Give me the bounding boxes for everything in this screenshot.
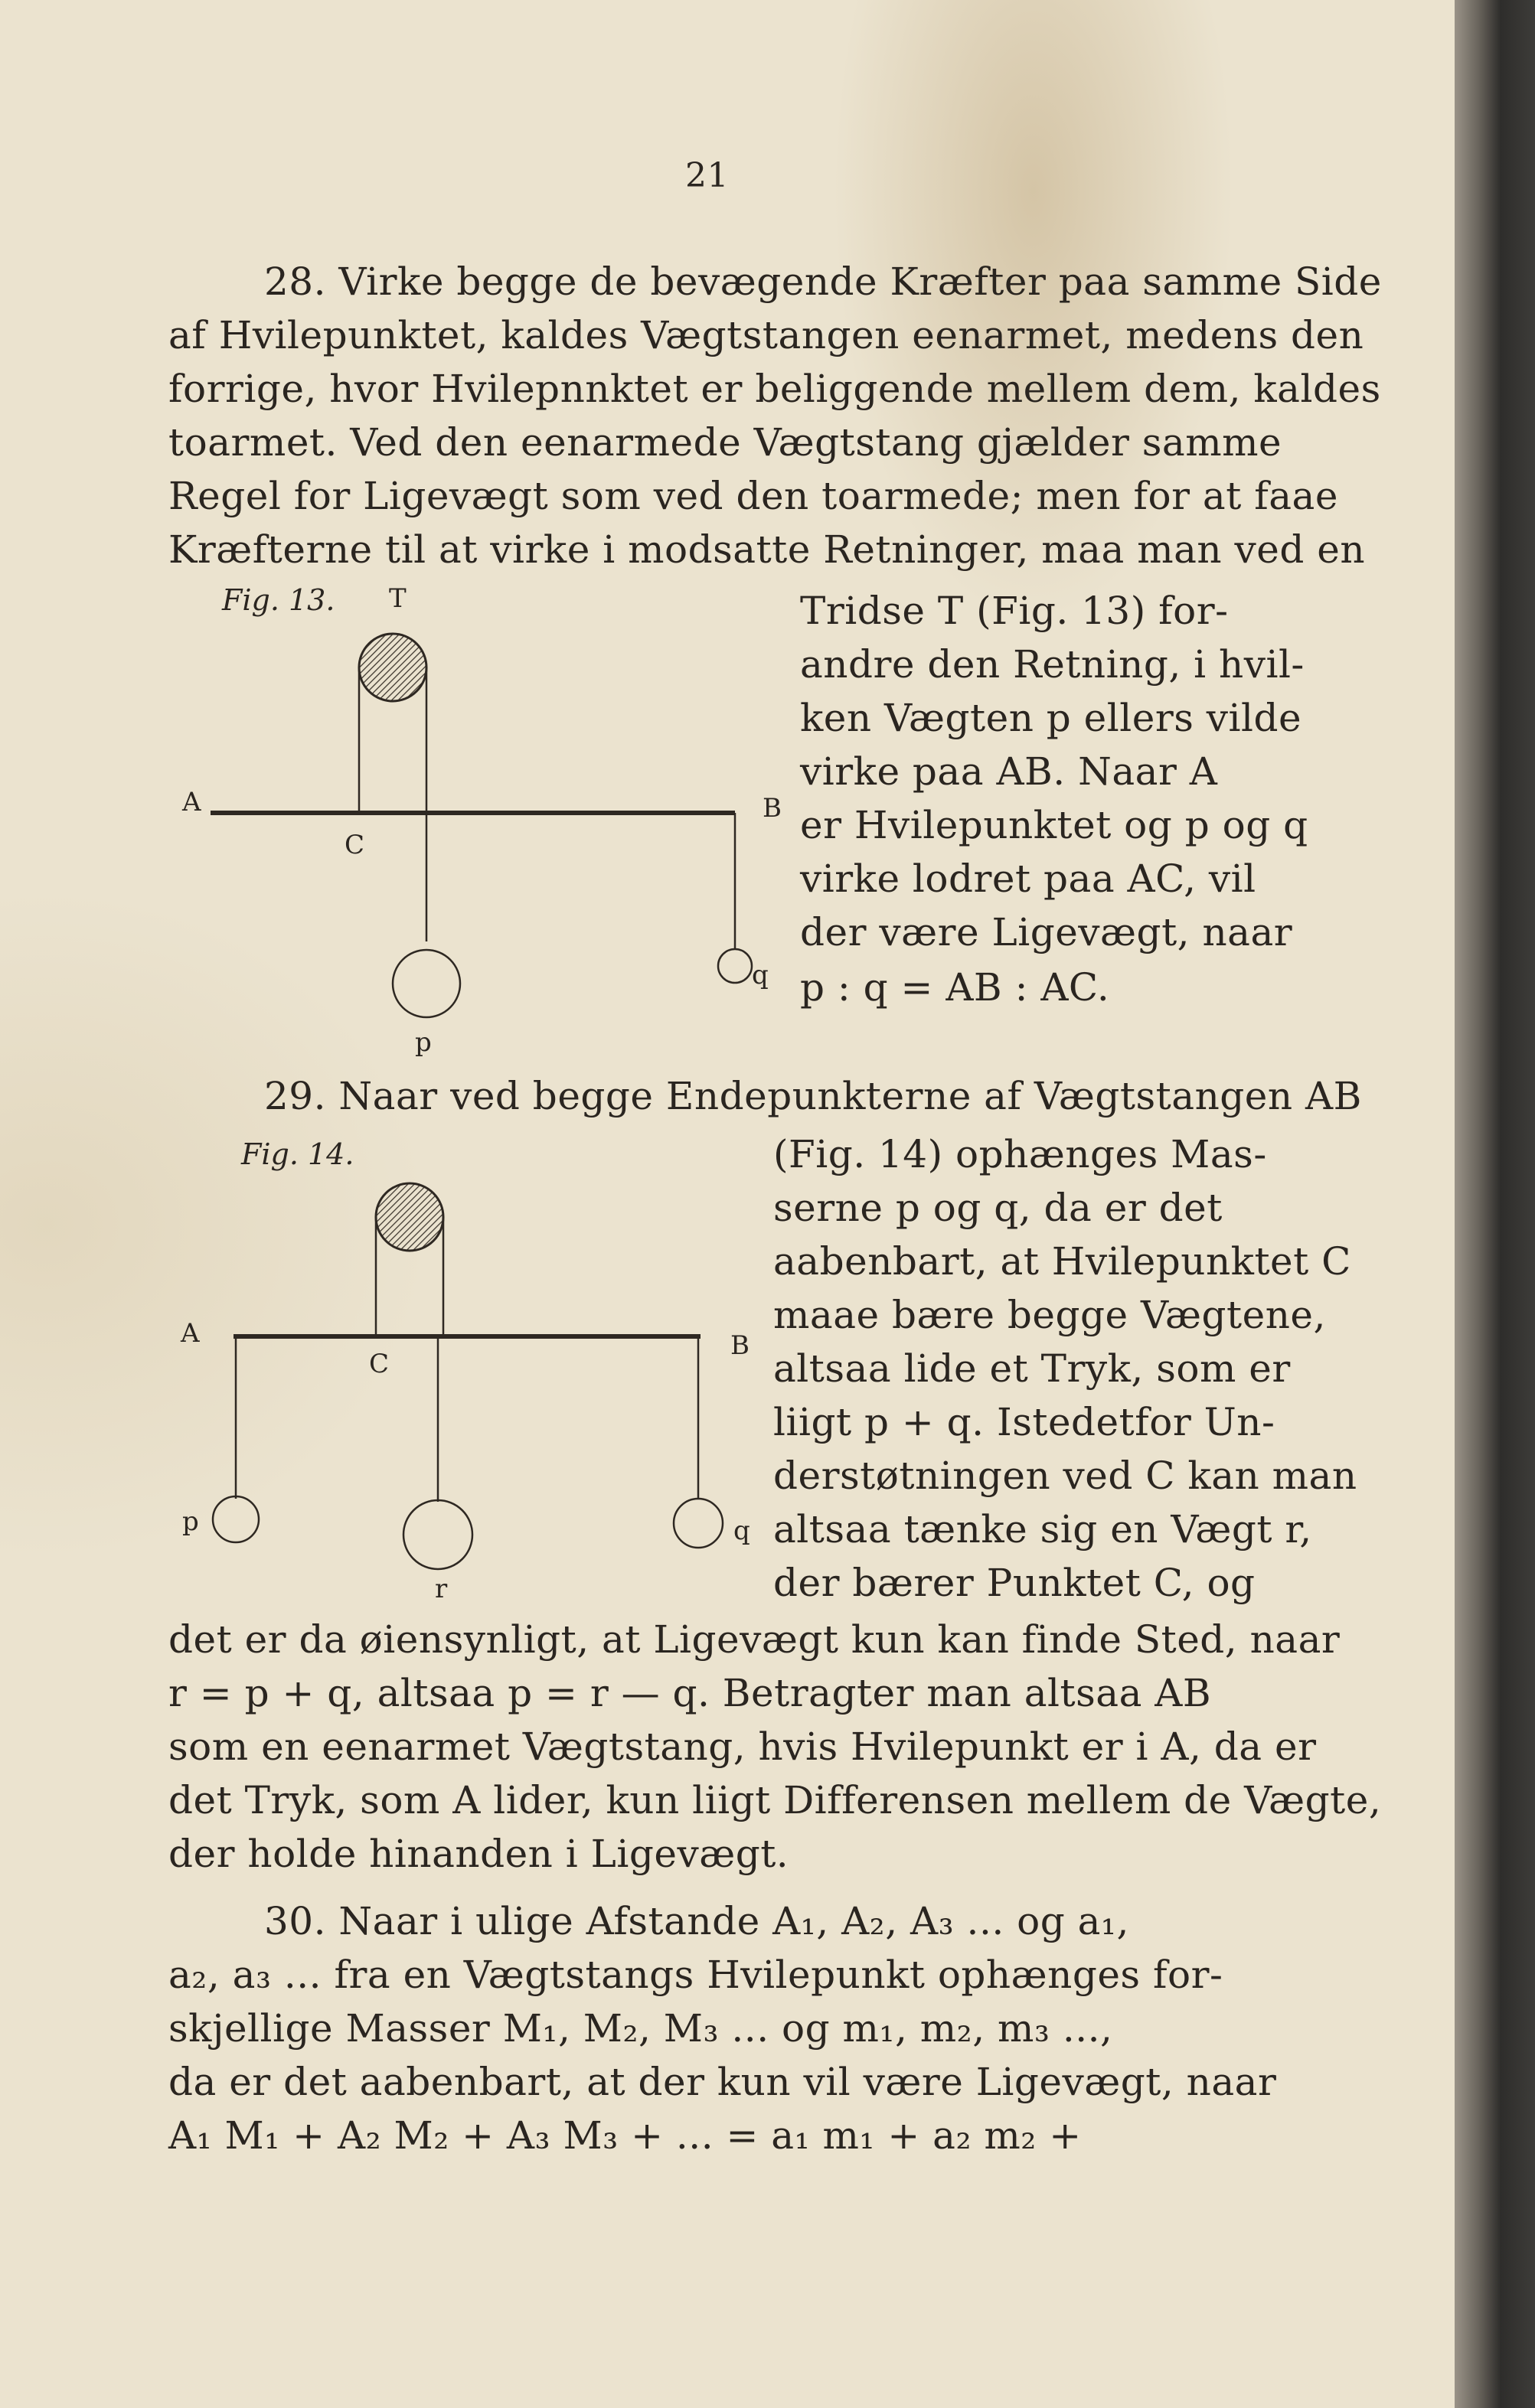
text-line: der bærer Punktet C, og [773,1561,1256,1605]
text-line: p : q = AB : AC. [800,965,1110,1010]
text-line: altsaa tænke sig en Vægt r, [773,1507,1312,1551]
label-q: q [752,960,769,990]
text-line: maae bære begge Vægtene, [773,1293,1326,1337]
text-line: derstøtningen ved C kan man [773,1454,1357,1498]
label-r: r [435,1574,448,1604]
text-line: Tridse T (Fig. 13) for- [800,589,1229,633]
text-line: andre den Retning, i hvil- [800,642,1305,687]
text-line: da er det aabenbart, at der kun vil være Ligevægt, naar [168,2060,1277,2104]
text-line: 30. Naar i ulige Afstande A₁, A₂, A₃ ... og a₁, [264,1899,1129,1943]
label-T: T [389,583,407,614]
text-line: det Tryk, som A lider, kun liigt Differensen mellem de Vægte, [168,1778,1382,1822]
label-q: q [733,1516,750,1546]
weight-p-icon [393,950,460,1017]
label-C: C [369,1349,390,1379]
label-A: A [182,787,201,817]
text-line: skjellige Masser M₁, M₂, M₃ ... og m₁, m₂, m₃ ..., [168,2006,1113,2051]
text-line: aabenbart, at Hvilepunktet C [773,1239,1351,1284]
text-line: r = p + q, altsaa p = r — q. Betragter man altsaa AB [168,1671,1212,1715]
text-line: 29. Naar ved begge Endepunkterne af Vægtstangen AB [264,1074,1362,1118]
label-B: B [730,1330,750,1361]
text-line: A₁ M₁ + A₂ M₂ + A₃ M₃ + ... = a₁ m₁ + a₂ m₂ + [168,2113,1082,2158]
label-B: B [763,793,782,824]
text-line: (Fig. 14) ophænges Mas- [773,1132,1267,1176]
weight-r-icon [403,1500,472,1569]
text-line: der være Ligevægt, naar [800,910,1293,954]
text-line: toarmet. Ved den eenarmede Vægtstang gjælder samme [168,420,1282,465]
text-line: altsaa lide et Tryk, som er [773,1346,1291,1391]
text-line: der holde hinanden i Ligevægt. [168,1832,789,1876]
text-line: Regel for Ligevægt som ved den toarmede; men for at faae [168,474,1338,518]
text-line: virke paa AB. Naar A [800,749,1218,794]
lever-diagram-14 [213,1183,723,1569]
figure-caption: Fig. 13. [222,583,335,617]
text-line: serne p og q, da er det [773,1186,1223,1230]
pulley-icon [359,634,426,701]
figure-caption: Fig. 14. [241,1137,354,1171]
label-p: p [182,1506,199,1537]
label-p: p [415,1027,432,1058]
book-spine [1455,0,1535,2408]
text-line: 28. Virke begge de bevægende Kræfter paa samme Side [264,259,1382,304]
weight-q-icon [718,949,752,983]
text-line: liigt p + q. Istedetfor Un- [773,1400,1275,1444]
text-line: det er da øiensynligt, at Ligevægt kun kan finde Sted, naar [168,1617,1341,1662]
text-line: forrige, hvor Hvilepnnktet er beliggende mellem dem, kaldes [168,367,1381,411]
text-line: ken Vægten p ellers vilde [800,696,1302,740]
label-A: A [181,1318,200,1349]
label-C: C [345,830,365,860]
text-line: af Hvilepunktet, kaldes Vægtstangen eenarmet, medens den [168,313,1364,357]
pulley-icon [376,1183,443,1251]
text-line: er Hvilepunktet og p og q [800,803,1308,847]
page-number: 21 [685,156,729,195]
lever-diagram-13 [211,634,752,1017]
text-line: Kræfterne til at virke i modsatte Retninger, maa man ved en [168,527,1366,572]
text-line: a₂, a₃ ... fra en Vægtstangs Hvilepunkt ophænges for- [168,1953,1223,1997]
text-line: virke lodret paa AC, vil [800,857,1256,901]
weight-q-icon [674,1499,723,1548]
text-line: som en eenarmet Vægtstang, hvis Hvilepunkt er i A, da er [168,1724,1317,1769]
weight-p-icon [213,1496,259,1542]
